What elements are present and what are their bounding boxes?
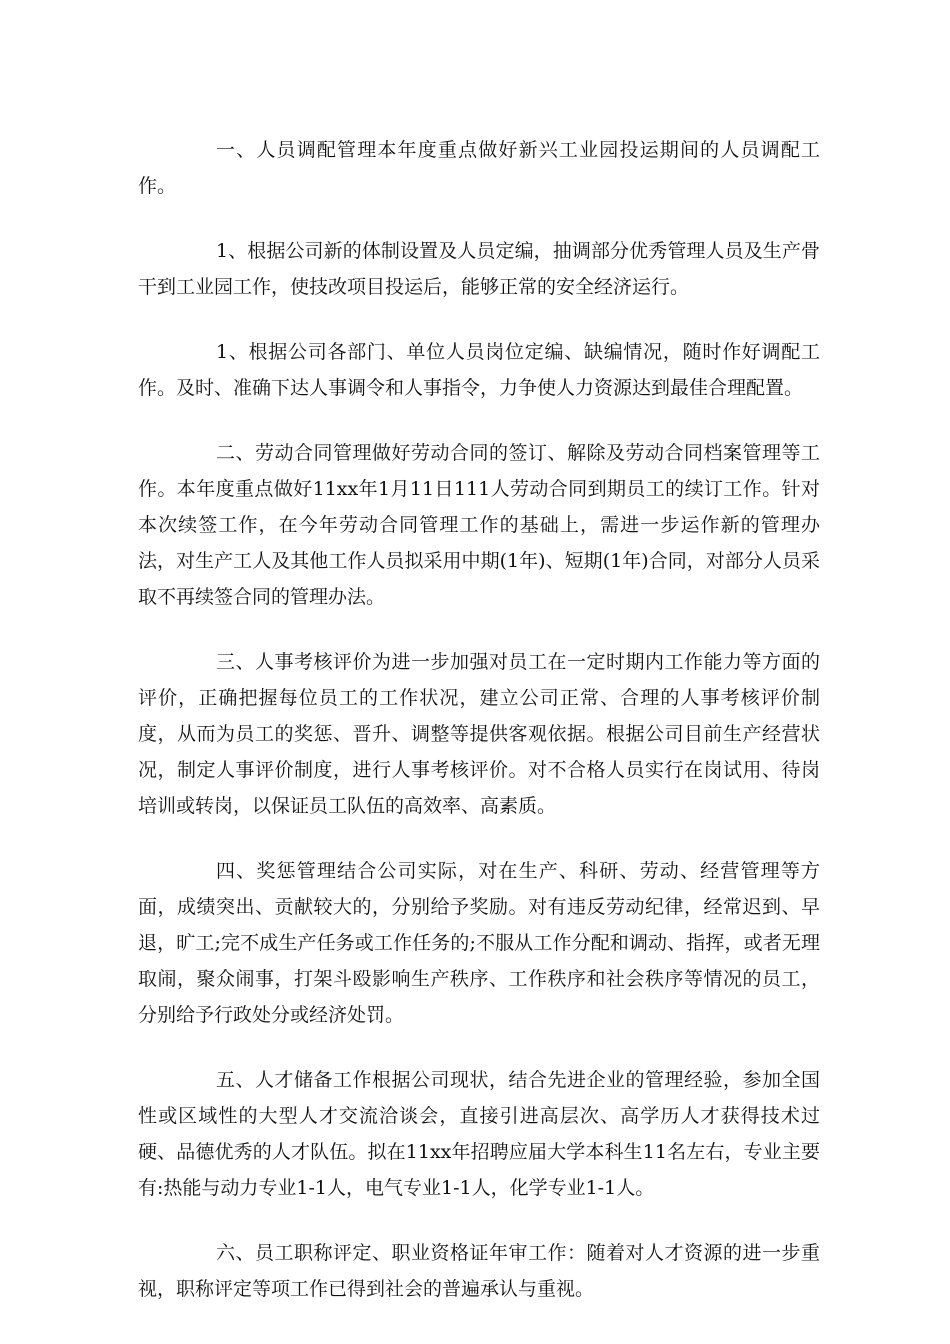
paragraph-personnel-allocation: 一、人员调配管理本年度重点做好新兴工业园投运期间的人员调配工作。 (138, 139, 820, 197)
paragraph-title-qualification: 六、员工职称评定、职业资格证年审工作：随着对人才资源的进一步重视，职称评定等项工作已得到社会的普遍承认与重视。 (138, 1242, 820, 1300)
paragraph-allocation-item-1: 1、根据公司新的体制设置及人员定编，抽调部分优秀管理人员及生产骨干到工业园工作，使技改项目投运后，能够正常的安全经济运行。 (138, 240, 820, 298)
paragraph-labor-contract: 二、劳动合同管理做好劳动合同的签订、解除及劳动合同档案管理等工作。本年度重点做好11xx年1月11日111人劳动合同到期员工的续订工作。针对本次续签工作，在今年劳动合同管理工作的基础上，需进一步运作新的管理办法，对生产工人及其他工作人员拟采用中期(1年)、短期(1年)合同，对部分人员采取不再续签合同的管理办法。 (138, 442, 820, 608)
document-body (138, 132, 820, 1336)
paragraph-talent-reserve: 五、人才储备工作根据公司现状，结合先进企业的管理经验，参加全国性或区域性的大型人才交流洽谈会，直接引进高层次、高学历人才获得技术过硬、品德优秀的人才队伍。拟在11xx年招聘应届大学本科生11名左右，专业主要有:热能与动力专业1-1人，电气专业1-1人，化学专业1-1人。 (138, 1069, 820, 1199)
paragraph-rewards-penalties: 四、奖惩管理结合公司实际，对在生产、科研、劳动、经营管理等方面，成绩突出、贡献较大的，分别给予奖励。对有违反劳动纪律，经常迟到、早退，旷工;完不成生产任务或工作任务的;不服从工作分配和调动、指挥，或者无理取闹，聚众闹事，打架斗殴影响生产秩序、工作秩序和社会秩序等情况的员工，分别给予行政处分或经济处罚。 (138, 860, 820, 1026)
paragraph-allocation-item-2: 1、根据公司各部门、单位人员岗位定编、缺编情况，随时作好调配工作。及时、准确下达人事调令和人事指令，力争使人力资源达到最佳合理配置。 (138, 341, 820, 399)
paragraph-personnel-evaluation: 三、人事考核评价为进一步加强对员工在一定时期内工作能力等方面的评价，正确把握每位员工的工作状况，建立公司正常、合理的人事考核评价制度，从而为员工的奖惩、晋升、调整等提供客观依据。根据公司目前生产经营状况，制定人事评价制度，进行人事考核评价。对不合格人员实行在岗试用、待岗培训或转岗，以保证员工队伍的高效率、高素质。 (138, 651, 820, 817)
